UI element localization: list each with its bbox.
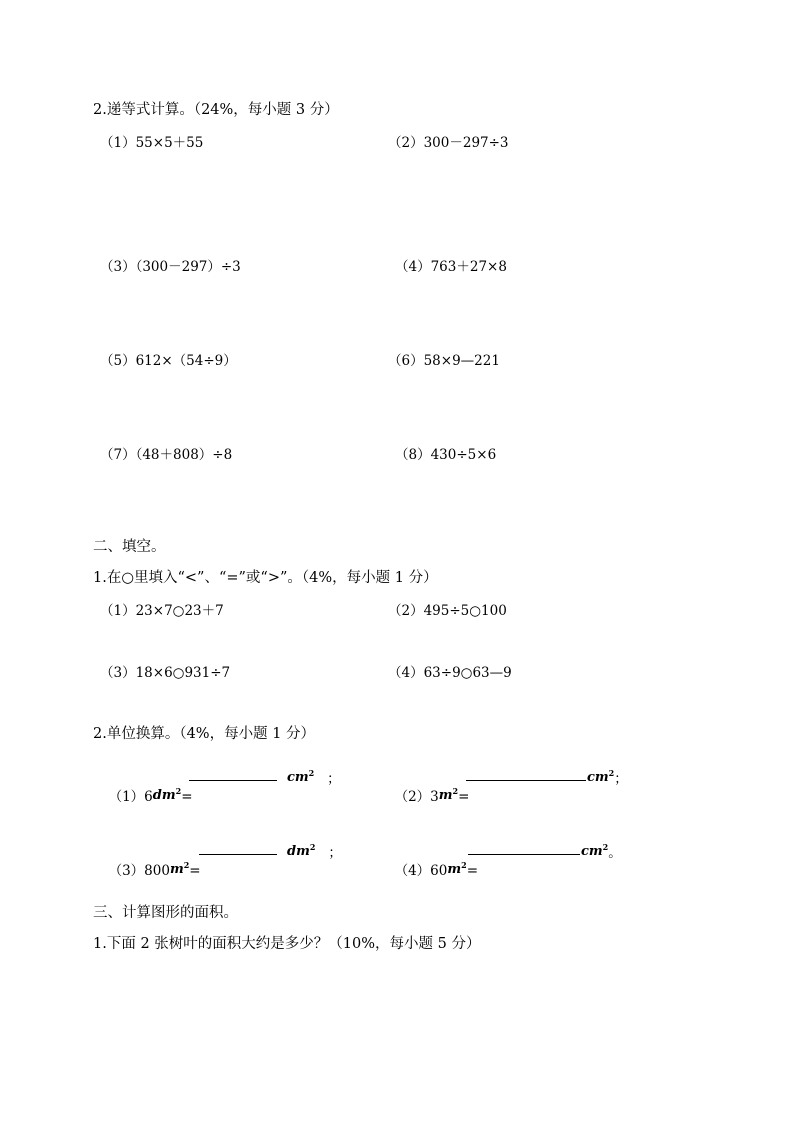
unit-item-1-answer-blank[interactable]: [189, 768, 277, 781]
unit-item-2-tail: $cm^2$；: [587, 764, 628, 788]
unit-item-3-answer-blank[interactable]: [199, 842, 277, 855]
unit-item-4-tail: $cm^2$。: [581, 838, 622, 862]
unit-item-2-equals: =: [458, 789, 470, 805]
calc-section-title: 2.递等式计算。（24%，每小题 3 分）: [93, 102, 339, 118]
unit-item-3: [100, 838, 201, 880]
compare-question-title: 1.在○里填入“<”、“=”或“>”。（4%，每小题 1 分）: [93, 570, 438, 586]
fill-section-title: 二、填空。: [93, 539, 166, 555]
calc-problem-1: （1）55×5＋55: [100, 135, 204, 151]
calc-problem-2: （2）300－297÷3: [388, 135, 509, 151]
unit-item-4-prefix: （4）60: [394, 863, 448, 879]
calc-problem-3: （3）（300－297）÷3: [100, 259, 241, 275]
calc-problem-8: （8）430÷5×6: [395, 447, 497, 463]
unit-item-1-from-unit: $dm^2$: [152, 786, 182, 803]
unit-item-2-from-unit: $m^2$: [438, 786, 459, 803]
unit-item-2-prefix: （2）3: [394, 789, 439, 805]
area-section-title: 三、计算图形的面积。: [93, 905, 238, 921]
calc-problem-7: （7）（48＋808）÷8: [100, 447, 233, 463]
unit-item-1-tail: $cm^2$ ；: [287, 764, 341, 788]
compare-item-3: （3）18×6○931÷7: [100, 665, 231, 681]
compare-item-1: （1）23×7○23＋7: [100, 603, 224, 619]
unit-item-3-tail: $dm^2$ ；: [287, 838, 342, 862]
calc-problem-5: （5）612×（54÷9）: [100, 353, 237, 369]
unit-item-1-equals: =: [181, 789, 193, 805]
compare-item-2: （2）495÷5○100: [388, 603, 507, 619]
unit-item-2-to-unit: $cm^2$: [587, 768, 615, 785]
unit-item-3-from-unit: $m^2$: [169, 860, 190, 877]
unit-item-1-to-unit: $cm^2$: [287, 768, 315, 785]
leaf-area-question: 1.下面 2 张树叶的面积大约是多少？（10%，每小题 5 分）: [93, 936, 481, 952]
unit-item-4-from-unit: $m^2$: [447, 860, 467, 877]
unit-item-2: [386, 764, 469, 806]
unit-item-1: [100, 764, 193, 806]
unit-item-4: [386, 838, 478, 880]
unit-item-3-equals: =: [189, 863, 201, 879]
calc-problem-4: （4）763＋27×8: [395, 259, 507, 275]
compare-item-4: （4）63÷9○63—9: [388, 665, 512, 681]
unit-question-title: 2.单位换算。（4%，每小题 1 分）: [93, 726, 316, 742]
unit-item-4-answer-blank[interactable]: [468, 842, 580, 855]
unit-item-1-prefix: （1）6: [108, 789, 153, 805]
calc-problem-6: （6）58×9—221: [388, 353, 500, 369]
unit-item-4-equals: =: [466, 863, 479, 879]
unit-item-4-to-unit: $cm^2$: [581, 842, 609, 859]
unit-item-2-answer-blank[interactable]: [466, 768, 586, 781]
unit-item-3-prefix: （3）800: [108, 863, 170, 879]
unit-item-3-to-unit: $dm^2$: [287, 842, 316, 859]
